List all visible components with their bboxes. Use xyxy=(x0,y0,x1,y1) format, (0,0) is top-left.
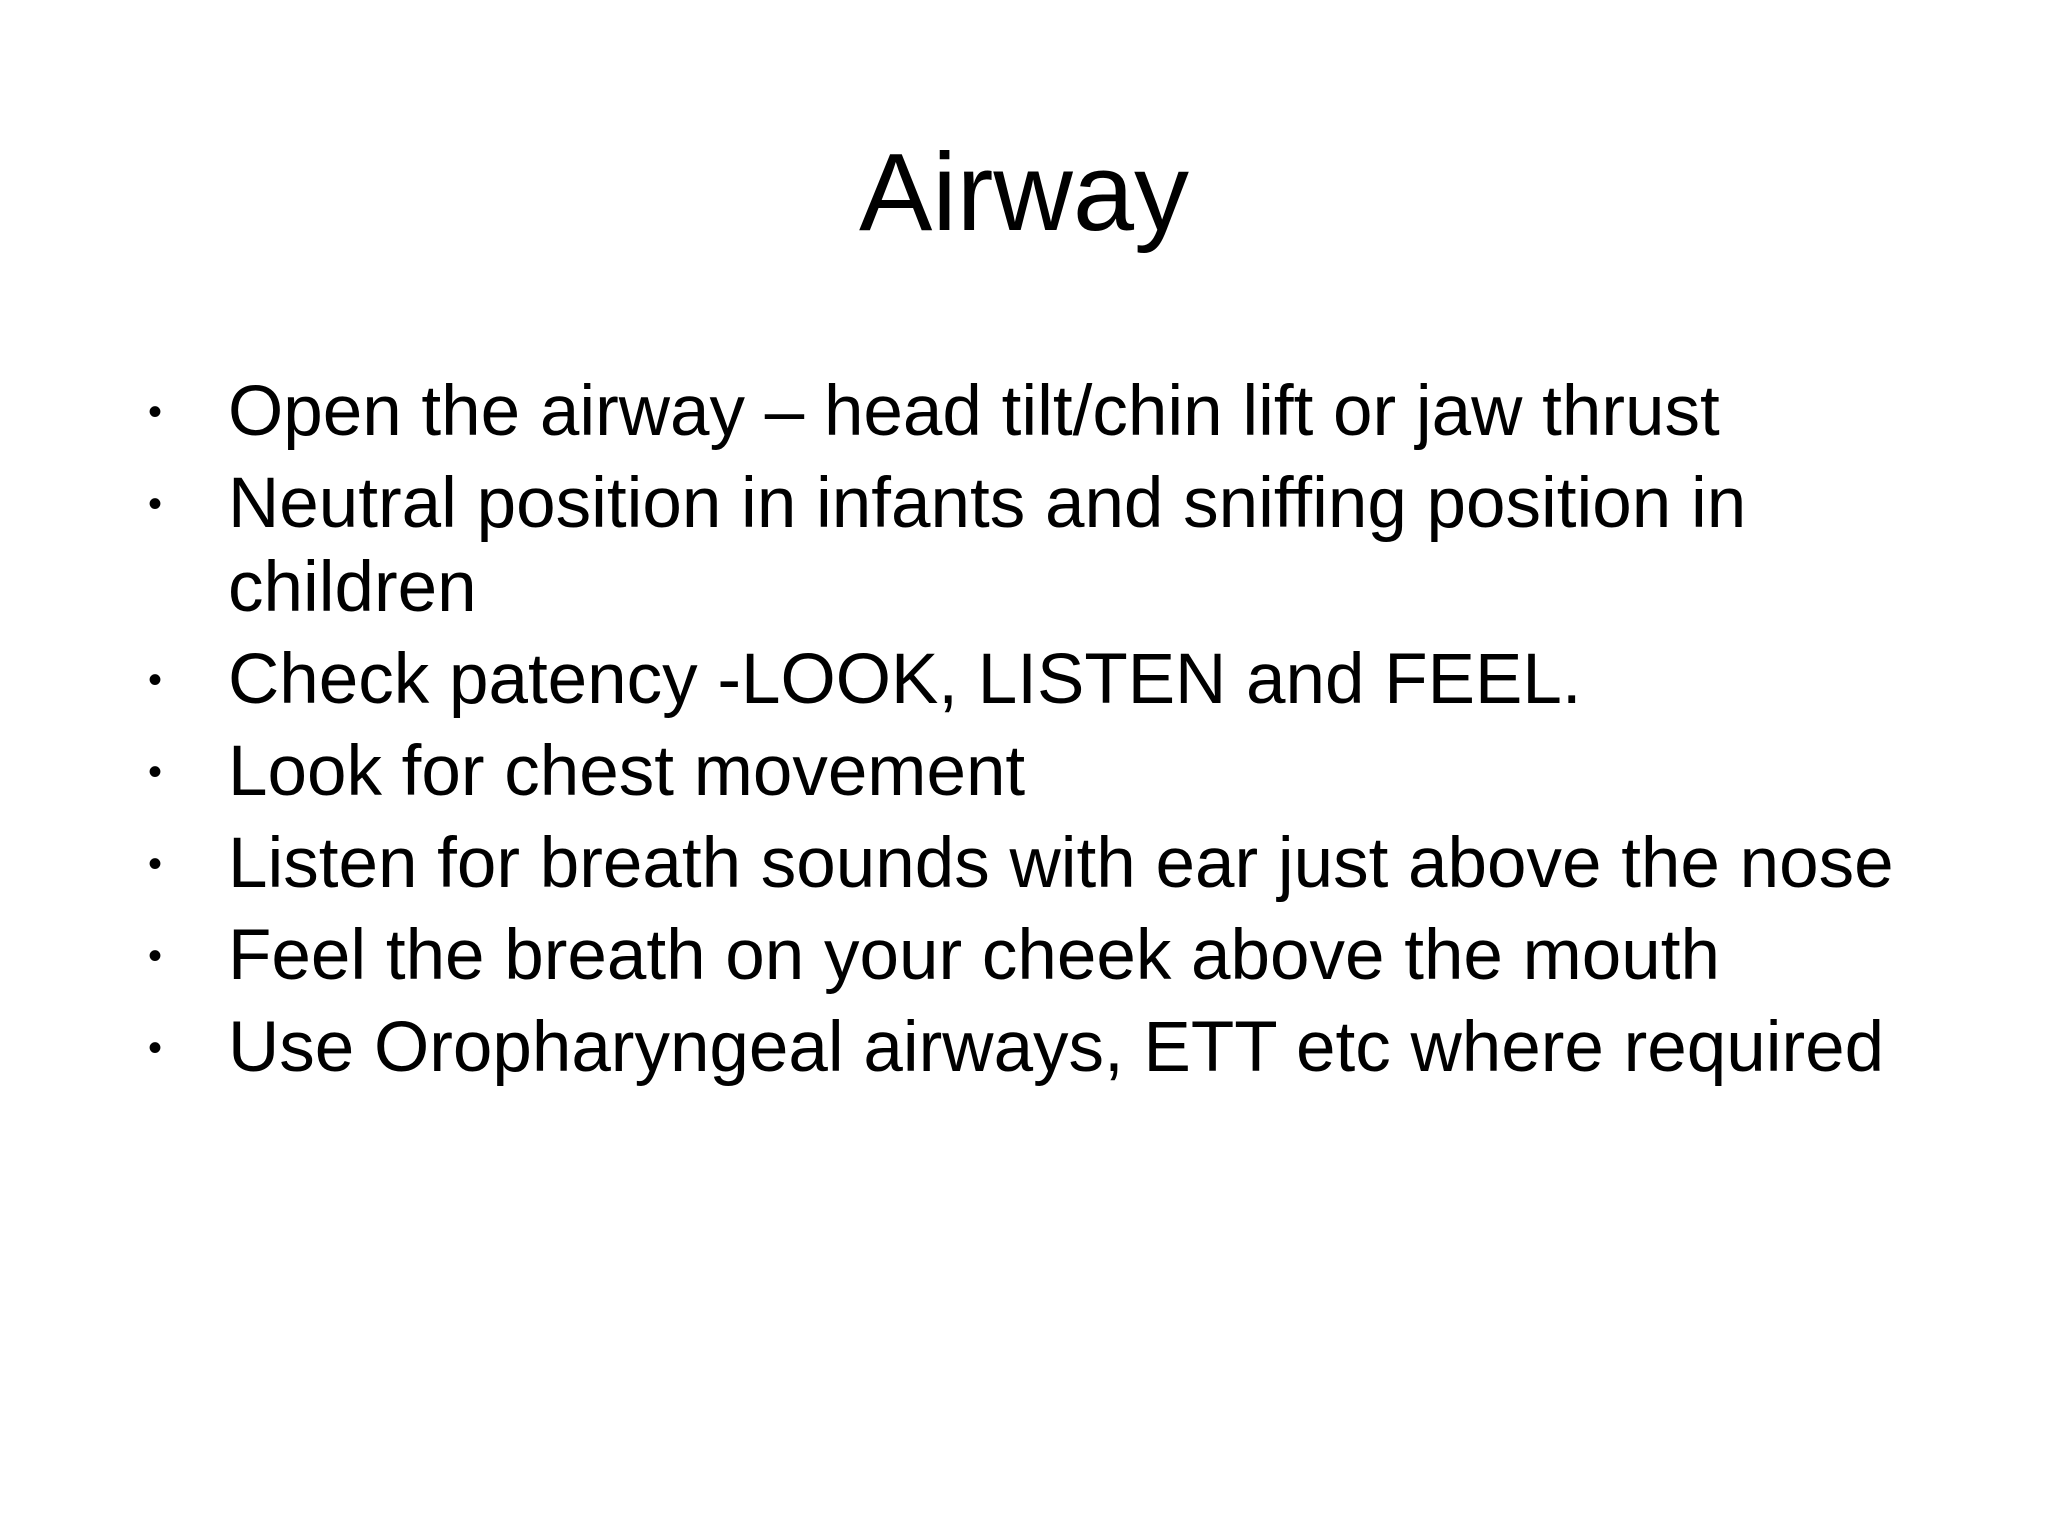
bullet-item xyxy=(148,1006,1978,1090)
bullet-item xyxy=(148,822,1978,906)
bullet-text: Look for chest movement xyxy=(228,732,1026,811)
bullet-icon: • xyxy=(148,658,163,702)
bullet-list xyxy=(148,370,1978,1098)
bullet-item xyxy=(148,462,1978,630)
bullet-text: Listen for breath sounds with ear just above the nose xyxy=(228,824,1894,903)
bullet-icon: • xyxy=(148,934,163,978)
slide-title: Airway xyxy=(858,131,1190,254)
bullet-icon: • xyxy=(148,390,163,434)
bullet-text: Feel the breath on your cheek above the mouth xyxy=(228,916,1720,995)
bullet-icon: • xyxy=(148,482,163,526)
bullet-item xyxy=(148,730,1978,814)
bullet-text: Use Oropharyngeal airways, ETT etc where required xyxy=(228,1008,1885,1087)
bullet-text: Open the airway – head tilt/chin lift or jaw thrust xyxy=(228,372,1720,451)
bullet-item xyxy=(148,370,1978,454)
bullet-icon: • xyxy=(148,1026,163,1070)
bullet-icon: • xyxy=(148,750,163,794)
bullet-text: Check patency -LOOK, LISTEN and FEEL. xyxy=(228,640,1582,719)
bullet-text: Neutral position in infants and sniffing position in children xyxy=(228,464,1747,627)
bullet-item xyxy=(148,914,1978,998)
bullet-item xyxy=(148,638,1978,722)
bullet-icon: • xyxy=(148,842,163,886)
